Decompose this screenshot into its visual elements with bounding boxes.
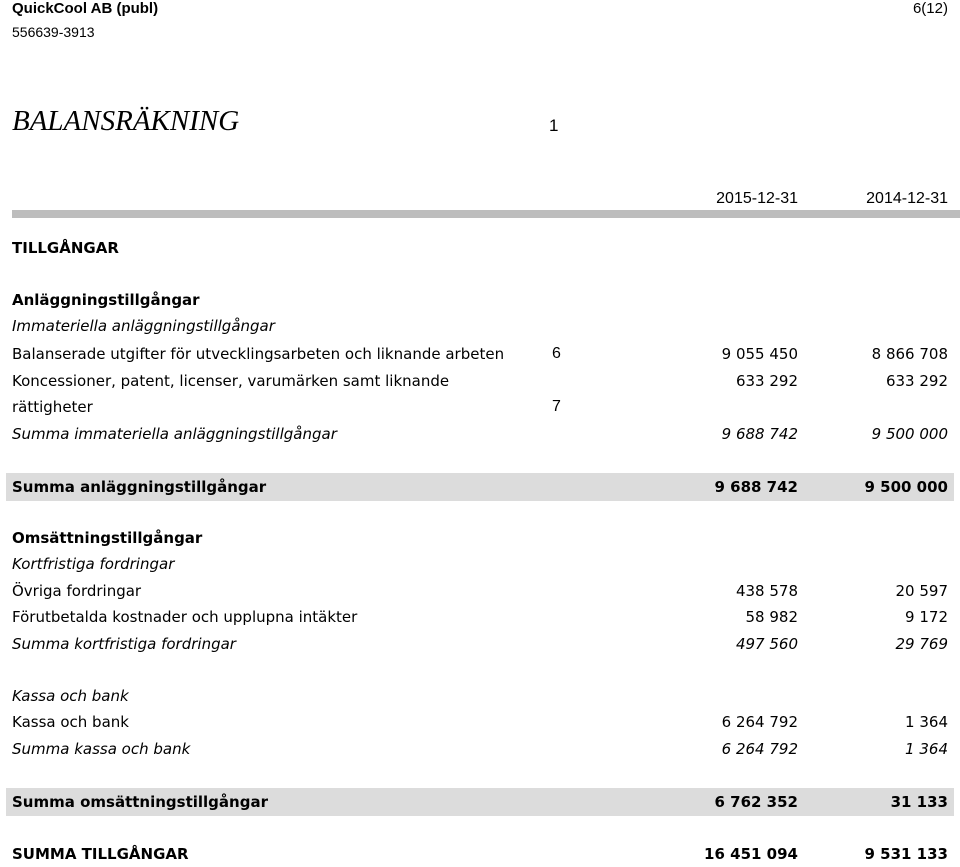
row-label: Summa kortfristiga fordringar [12,635,236,653]
header-divider [0,210,960,218]
subtotal-row [12,631,948,657]
row-label: Förutbetalda kostnader och upplupna intäkter [12,608,358,626]
value-2015: 9 688 742 [721,425,798,443]
table-row [12,604,948,630]
value-2014: 31 133 [890,793,948,811]
table-row [12,578,948,604]
group-heading-cash [12,683,948,709]
total-row [6,788,954,816]
group-heading-receivables [12,551,948,577]
column-header-2014: 2014-12-31 [866,190,948,207]
title-note-ref: 1 [549,116,559,135]
value-2014: 9 500 000 [871,425,948,443]
row-label: Immateriella anläggningstillgångar [12,317,275,335]
grand-total-row [12,841,948,863]
table-row [12,394,948,420]
value-2015: 16 451 094 [704,845,798,863]
total-row [6,473,954,501]
value-2015: 9 688 742 [714,478,798,496]
company-name: QuickCool AB (publ) [12,0,159,17]
value-2014: 29 769 [895,635,948,653]
table-row [12,341,948,367]
row-label: Summa immateriella anläggningstillgångar [12,425,337,443]
table-row [12,709,948,735]
value-2014: 1 364 [905,740,948,758]
value-2014: 9 172 [905,608,948,626]
value-2015: 6 264 792 [721,740,798,758]
page-number: 6(12) [912,0,948,17]
row-label: Summa kassa och bank [12,740,191,758]
row-label: Kassa och bank [12,687,129,705]
row-label: rättigheter [12,398,93,416]
row-label: Anläggningstillgångar [12,291,200,309]
value-2015: 6 264 792 [721,713,798,731]
value-2014: 20 597 [895,582,948,600]
subtotal-row [12,736,948,762]
row-label: Kortfristiga fordringar [12,555,175,573]
section-heading-assets [12,235,948,261]
value-2015: 6 762 352 [714,793,798,811]
value-2014: 9 531 133 [864,845,948,863]
value-2015: 9 055 450 [721,345,798,363]
page-title: BALANSRÄKNING [12,105,240,137]
row-label: Balanserade utgifter för utvecklingsarbeten och liknande arbeten [12,345,505,363]
value-2014: 1 364 [905,713,948,731]
table-row [12,368,948,394]
value-2014: 633 292 [885,372,948,390]
value-2015: 633 292 [735,372,798,390]
value-2014: 8 866 708 [871,345,948,363]
group-heading-intangible [12,313,948,339]
org-number: 556639-3913 [12,24,95,40]
value-2015: 438 578 [735,582,798,600]
row-label: TILLGÅNGAR [12,239,119,257]
subsection-heading-fixed-assets [12,287,948,313]
row-label: Omsättningstillgångar [12,529,203,547]
column-header-2015: 2015-12-31 [716,190,798,207]
row-label: Kassa och bank [12,713,129,731]
subsection-heading-current-assets [12,525,948,551]
row-label: Summa anläggningstillgångar [12,478,267,496]
row-label: Summa omsättningstillgångar [12,793,268,811]
value-2014: 9 500 000 [864,478,948,496]
note-ref: 6 [552,345,561,362]
subtotal-row [12,421,948,447]
row-label: SUMMA TILLGÅNGAR [12,845,189,863]
row-label: Koncessioner, patent, licenser, varumärken samt liknande [12,372,450,390]
note-ref: 7 [552,398,561,415]
value-2015: 497 560 [735,635,798,653]
row-label: Övriga fordringar [12,582,142,600]
value-2015: 58 982 [745,608,798,626]
